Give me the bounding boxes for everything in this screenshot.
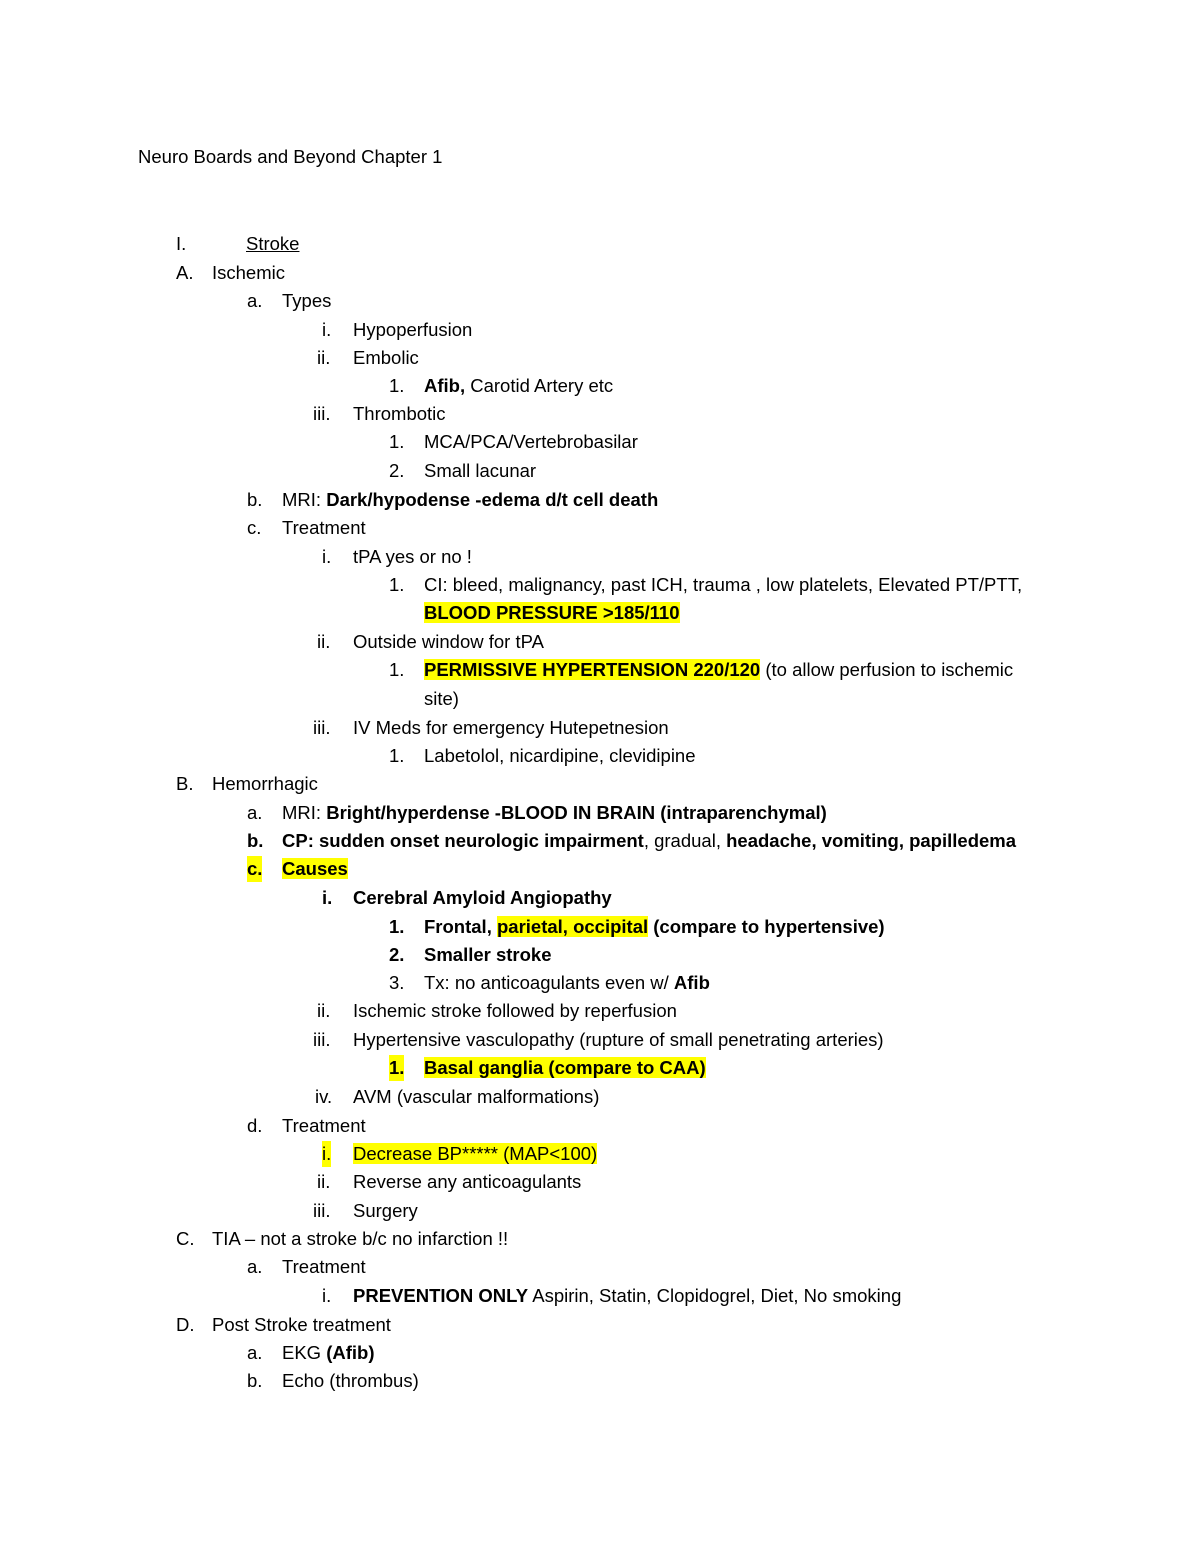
list-item-text: Basal ganglia (compare to CAA) [424, 1057, 706, 1078]
list-item-text: parietal, occipital [496, 916, 649, 937]
list-item-text: Cerebral Amyloid Angiopathy [353, 887, 612, 908]
list-item-text: headache, vomiting, papilledema [726, 830, 1017, 851]
list-item-text: Stroke [246, 233, 300, 254]
list-item [424, 429, 638, 455]
list-item-text: site) [424, 688, 459, 709]
list-item-text: Dark/hypodense -edema d/t cell death [326, 489, 659, 510]
list-item [212, 771, 318, 797]
list-item-text: Aspirin, Statin, Clopidogrel, Diet, No smoking [528, 1285, 902, 1306]
list-marker: a. [247, 802, 263, 823]
list-marker: I. [176, 233, 187, 254]
list-item [353, 1084, 599, 1110]
list-item [353, 345, 419, 371]
list-item-text: Frontal, [424, 916, 497, 937]
list-item [282, 828, 1016, 854]
list-marker: i. [322, 1141, 331, 1167]
list-item [282, 1254, 366, 1280]
list-item-text: (Afib) [326, 1342, 375, 1363]
list-marker: i. [322, 546, 332, 567]
list-item-text: AVM (vascular malformations) [353, 1086, 600, 1107]
list-marker: ii. [317, 631, 331, 652]
list-item-text: tPA yes or no ! [353, 546, 472, 567]
list-marker: 1. [389, 1055, 404, 1081]
list-item [424, 686, 459, 712]
list-item [424, 1055, 706, 1081]
list-marker: 2. [389, 944, 405, 965]
list-item-text: (compare to hypertensive) [648, 916, 885, 937]
document-title: Neuro Boards and Beyond Chapter 1 [138, 146, 443, 167]
list-marker: 1. [389, 431, 405, 452]
list-marker: 1. [389, 375, 405, 396]
list-marker: iii. [313, 403, 331, 424]
list-marker: iv. [315, 1086, 333, 1107]
list-marker: 1. [389, 916, 405, 937]
list-item [424, 458, 536, 484]
list-marker: iii. [313, 717, 331, 738]
list-marker: a. [247, 290, 263, 311]
list-item-text: Ischemic [212, 262, 285, 283]
list-marker: i. [322, 887, 333, 908]
list-marker: a. [247, 1342, 263, 1363]
list-item [424, 572, 1022, 598]
list-item [424, 942, 552, 968]
list-item-text: , gradual, [643, 830, 727, 851]
list-item [212, 1312, 391, 1338]
list-item [353, 317, 472, 343]
list-item-text: Afib [673, 972, 710, 993]
list-marker: b. [247, 489, 263, 510]
list-item-text: Post Stroke treatment [212, 1314, 391, 1335]
list-item [212, 260, 285, 286]
list-item-text: EKG [282, 1342, 327, 1363]
list-marker: 3. [389, 972, 405, 993]
list-item [353, 1169, 581, 1195]
list-item-text: IV Meds for emergency Hutepetnesion [353, 717, 669, 738]
list-item-text: Decrease BP***** (MAP<100) [353, 1143, 598, 1164]
list-item [282, 1368, 419, 1394]
list-item-text: Labetolol, nicardipine, clevidipine [424, 745, 696, 766]
list-item [282, 515, 366, 541]
list-marker: i. [322, 1285, 332, 1306]
list-item [353, 998, 677, 1024]
list-item-text: Bright/hyperdense -BLOOD IN BRAIN (intraparenchymal) [326, 802, 827, 823]
list-item [353, 1198, 418, 1224]
list-item-text: BLOOD PRESSURE >185/110 [424, 602, 680, 623]
list-item-text: Hemorrhagic [212, 773, 318, 794]
list-item-text: Causes [282, 858, 348, 879]
list-marker: b. [247, 1370, 263, 1391]
list-item [353, 715, 669, 741]
list-marker: ii. [317, 1171, 331, 1192]
list-marker: 2. [389, 460, 405, 481]
list-marker: ii. [317, 1000, 331, 1021]
list-item-text: MRI: [282, 489, 327, 510]
list-item-text: Hypertensive vasculopathy (rupture of small penetrating arteries) [353, 1029, 884, 1050]
list-marker: iii. [313, 1029, 331, 1050]
list-item [424, 743, 696, 769]
list-marker: C. [176, 1228, 195, 1249]
list-item-text: Treatment [282, 517, 366, 538]
list-item-text: CI: bleed, malignancy, past ICH, trauma , low platelets, Elevated PT/PTT, [424, 574, 1023, 595]
list-marker: B. [176, 773, 194, 794]
list-item-text: Afib, [424, 375, 471, 396]
list-item-text: Echo (thrombus) [282, 1370, 419, 1391]
list-marker: 1. [389, 745, 405, 766]
list-item-text: PERMISSIVE HYPERTENSION 220/120 [424, 659, 761, 680]
list-item [353, 629, 544, 655]
list-item [353, 401, 446, 427]
list-item [424, 373, 613, 399]
list-item-text: Tx: no anticoagulants even w/ [424, 972, 674, 993]
list-item [353, 1141, 597, 1167]
list-item-text: PREVENTION ONLY [353, 1285, 529, 1306]
list-item-text: MRI: [282, 802, 327, 823]
list-marker: ii. [317, 347, 331, 368]
list-item [424, 914, 885, 940]
list-item [282, 1113, 366, 1139]
list-item-text: Thrombotic [353, 403, 446, 424]
list-item [424, 657, 1013, 683]
list-item [282, 288, 331, 314]
list-item-text: Reverse any anticoagulants [353, 1171, 582, 1192]
list-marker: 1. [389, 574, 405, 595]
list-item [282, 1340, 375, 1366]
list-item-text: Hypoperfusion [353, 319, 473, 340]
list-item-text: Types [282, 290, 332, 311]
list-item-text: Treatment [282, 1115, 366, 1136]
list-item [353, 1027, 884, 1053]
list-item [353, 1283, 901, 1309]
list-marker: 1. [389, 659, 405, 680]
list-marker: D. [176, 1314, 195, 1335]
list-item-text: Treatment [282, 1256, 366, 1277]
list-item [246, 231, 299, 257]
list-item [353, 544, 472, 570]
list-marker: b. [247, 830, 264, 851]
list-item [212, 1226, 508, 1252]
list-item-text: Surgery [353, 1200, 418, 1221]
list-item [424, 970, 710, 996]
list-item-text: MCA/PCA/Vertebrobasilar [424, 431, 638, 452]
list-item [353, 885, 612, 911]
list-item-text: CP: sudden onset neurologic impairment [282, 830, 644, 851]
list-marker: i. [322, 319, 332, 340]
list-marker: c. [247, 517, 262, 538]
list-marker: A. [176, 262, 194, 283]
list-marker: c. [247, 856, 262, 882]
list-item [282, 856, 348, 882]
list-item-text: Carotid Artery etc [470, 375, 614, 396]
list-item [282, 800, 827, 826]
list-item-text: Small lacunar [424, 460, 537, 481]
list-marker: a. [247, 1256, 263, 1277]
list-item-text: (to allow perfusion to ischemic [760, 659, 1014, 680]
list-item [282, 487, 658, 513]
list-item-text: Ischemic stroke followed by reperfusion [353, 1000, 677, 1021]
list-marker: iii. [313, 1200, 331, 1221]
list-item [424, 600, 680, 626]
list-item-text: Smaller stroke [424, 944, 552, 965]
list-item-text: TIA – not a stroke b/c no infarction !! [212, 1228, 509, 1249]
list-marker: d. [247, 1115, 263, 1136]
list-item-text: Outside window for tPA [353, 631, 544, 652]
list-item-text: Embolic [353, 347, 419, 368]
